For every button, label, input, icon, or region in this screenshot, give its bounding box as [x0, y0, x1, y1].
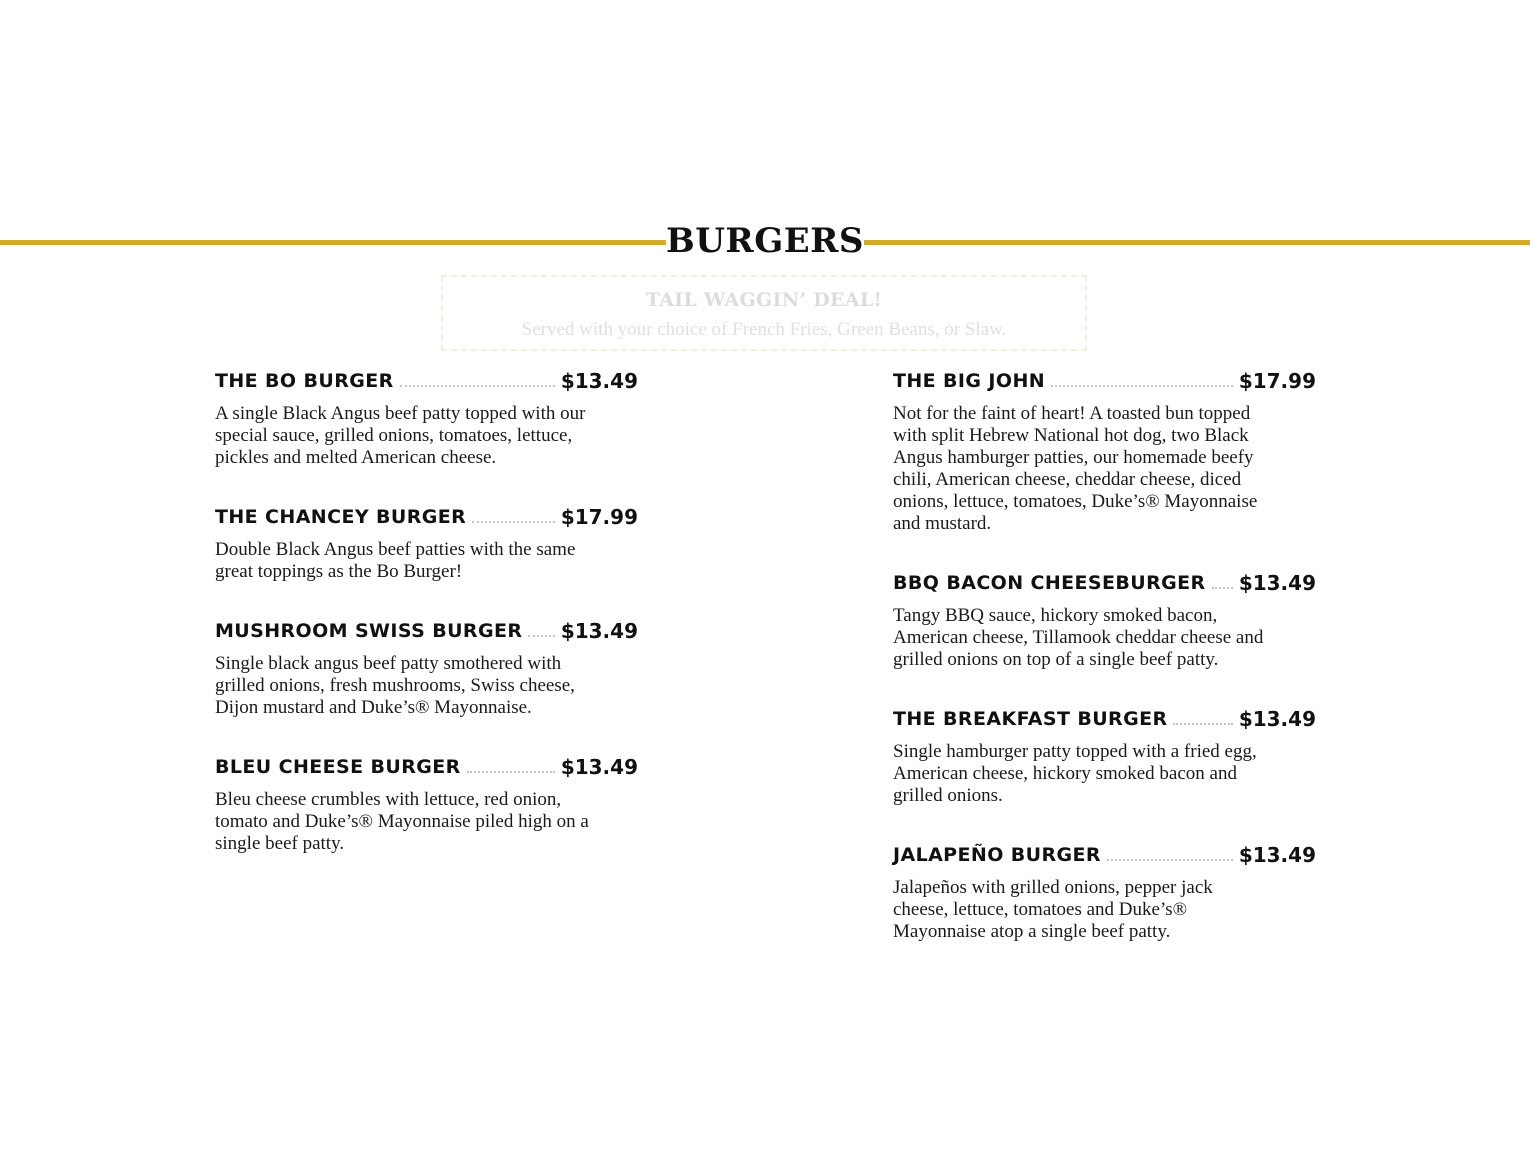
menu-item-price: $13.49 — [560, 619, 638, 643]
menu-item-price: $13.49 — [1238, 571, 1316, 595]
dot-leader — [400, 385, 555, 387]
menu-item-price: $13.49 — [560, 369, 638, 393]
dot-leader — [1107, 859, 1233, 861]
menu-item-description: A single Black Angus beef patty topped with our special sauce, grilled onions, tomatoes, lettuce, pickles and melted American cheese. — [215, 403, 586, 468]
menu-item-description: Tangy BBQ sauce, hickory smoked bacon, American cheese, Tillamook cheddar cheese and grilled onions on top of a single beef patty. — [893, 605, 1264, 670]
menu-item-description: Single black angus beef patty smothered with grilled onions, fresh mushrooms, Swiss cheese, Dijon mustard and Duke’s® Mayonnaise. — [215, 653, 575, 718]
menu-item-name: THE BREAKFAST BURGER — [893, 708, 1168, 730]
menu-item-price: $13.49 — [560, 755, 638, 779]
dot-leader — [467, 771, 555, 773]
menu-item-name: BBQ BACON CHEESEBURGER — [893, 572, 1206, 594]
menu-item-name: THE CHANCEY BURGER — [215, 506, 467, 528]
menu-item — [215, 752, 638, 855]
menu-item-description: Single hamburger patty topped with a fried egg, American cheese, hickory smoked bacon and grilled onions. — [893, 741, 1257, 806]
menu-item-price: $17.99 — [1238, 369, 1316, 393]
dot-leader — [1051, 385, 1233, 387]
menu-item-price: $13.49 — [1238, 843, 1316, 867]
menu-item-description: Bleu cheese crumbles with lettuce, red onion, tomato and Duke’s® Mayonnaise piled high on a single beef patty. — [215, 789, 589, 854]
menu-item — [215, 366, 638, 469]
deal-banner — [441, 275, 1087, 351]
menu-column-left — [215, 366, 638, 888]
menu-item-description: Double Black Angus beef patties with the same great toppings as the Bo Burger! — [215, 539, 576, 582]
menu-item-name: THE BIG JOHN — [893, 370, 1046, 392]
menu-item — [893, 568, 1316, 671]
dot-leader — [472, 521, 555, 523]
menu-item — [893, 704, 1316, 807]
menu-item — [215, 616, 638, 719]
section-title: BURGERS — [666, 221, 864, 261]
dot-leader — [528, 635, 554, 637]
dot-leader — [1173, 723, 1232, 725]
menu-item — [215, 502, 638, 583]
dot-leader — [1212, 587, 1233, 589]
menu-item-name: MUSHROOM SWISS BURGER — [215, 620, 523, 642]
menu-item-description: Not for the faint of heart! A toasted bun topped with split Hebrew National hot dog, two Black Angus hamburger patties, our homemade beefy chili, American cheese, cheddar cheese, diced onions, lettuce, tomatoes, Duke’s® Mayonnaise and mustard. — [893, 403, 1258, 534]
menu-item-name: BLEU CHEESE BURGER — [215, 756, 461, 778]
deal-subtitle: Served with your choice of French Fries, Green Beans, or Slaw. — [521, 319, 1007, 340]
menu-column-right — [893, 366, 1316, 976]
menu-item-description: Jalapeños with grilled onions, pepper jack cheese, lettuce, tomatoes and Duke’s® Mayonnaise atop a single beef patty. — [893, 877, 1213, 942]
menu-item — [893, 840, 1316, 943]
divider-right — [864, 240, 1530, 245]
menu-item — [893, 366, 1316, 535]
menu-item-name: JALAPEÑO BURGER — [893, 844, 1101, 866]
menu-item-price: $13.49 — [1238, 707, 1316, 731]
deal-title: TAIL WAGGIN’ DEAL! — [645, 289, 883, 311]
menu-item-name: THE BO BURGER — [215, 370, 394, 392]
menu-item-price: $17.99 — [560, 505, 638, 529]
section-header — [0, 218, 1530, 268]
divider-left — [0, 240, 666, 245]
